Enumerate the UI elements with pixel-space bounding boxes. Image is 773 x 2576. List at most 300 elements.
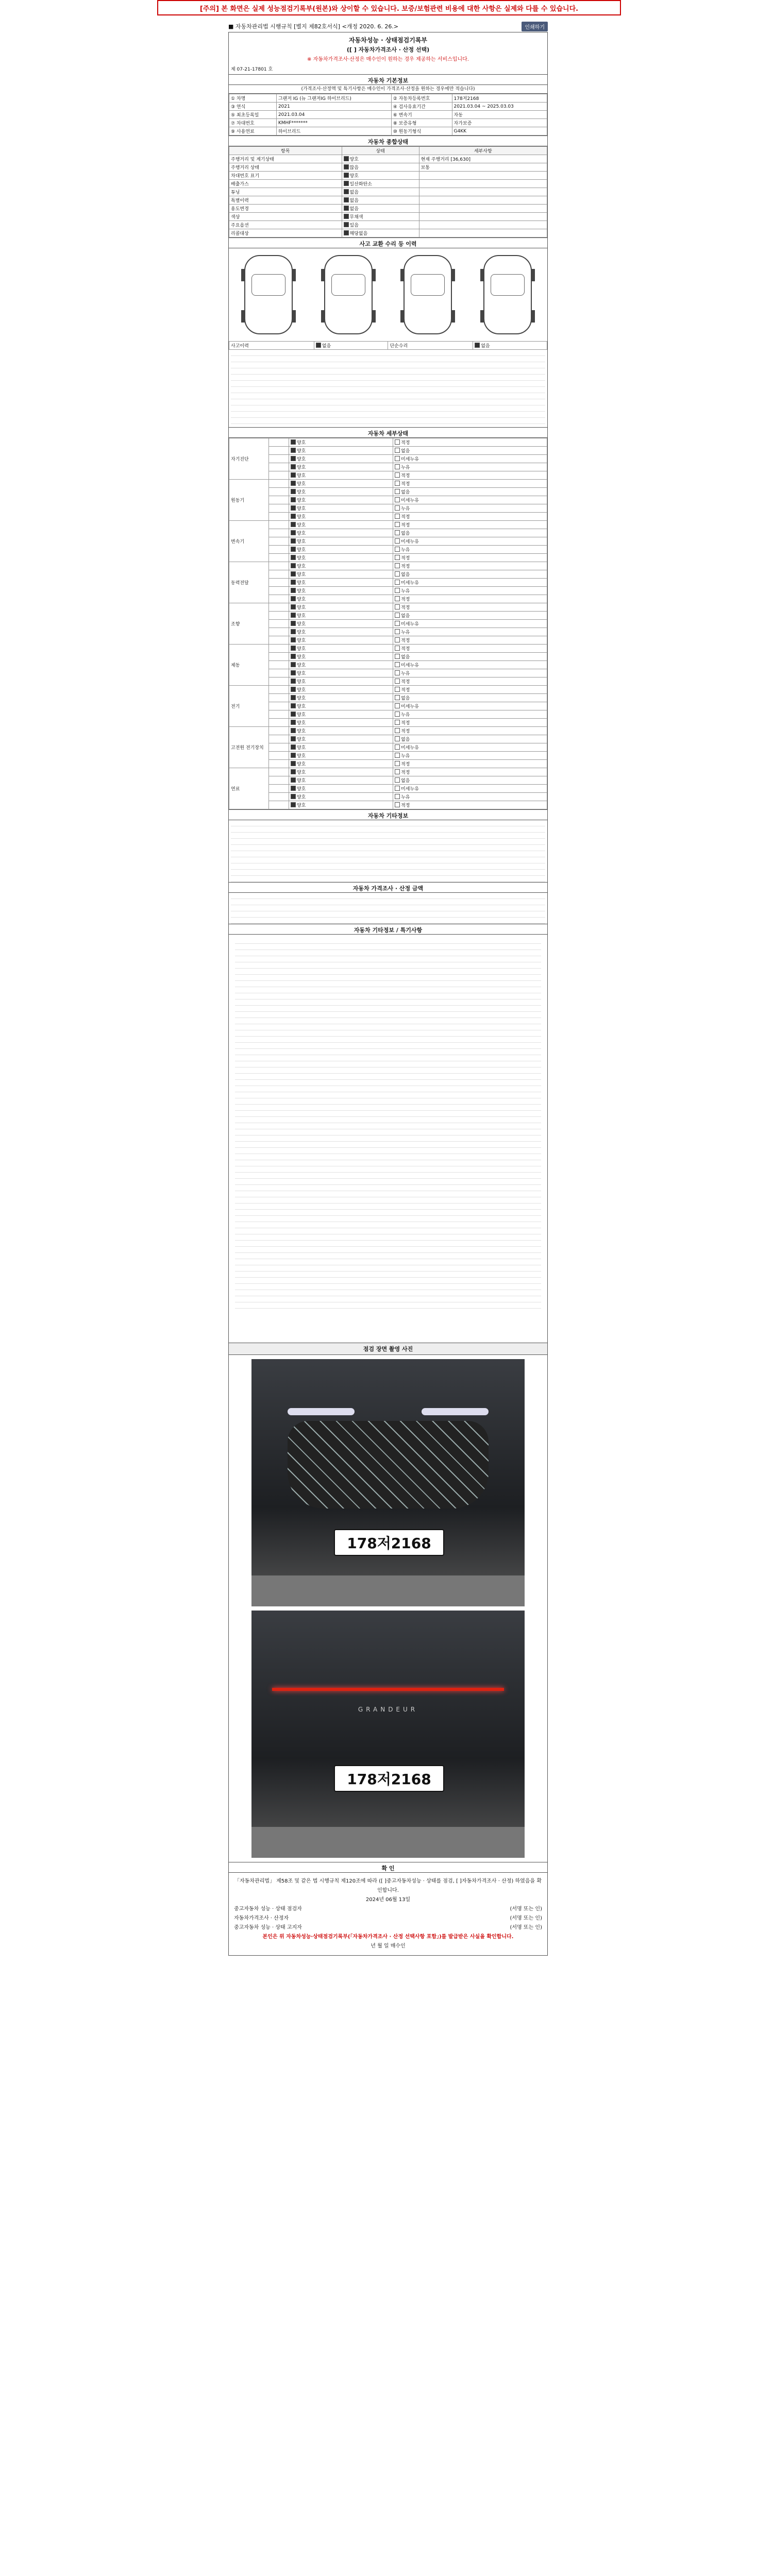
text-line [235, 944, 541, 950]
detail-state-text: 양호 [296, 638, 306, 643]
detail-state-alt-text: 적정 [401, 762, 410, 767]
rear-emblem: GRANDEUR [358, 1706, 418, 1713]
section-notes: 자동차 기타정보 / 특기사항 [229, 924, 547, 935]
text-line [235, 1037, 541, 1043]
rear-lamp-bar [272, 1688, 504, 1691]
detail-state [289, 554, 393, 562]
checkbox-unchecked [395, 687, 400, 692]
detail-state-alt-text: 적정 [401, 597, 410, 602]
status-detail [419, 172, 547, 180]
detail-state [289, 455, 393, 463]
car-outline-bottom [404, 255, 452, 334]
detail-row [229, 653, 547, 661]
detail-item [269, 595, 289, 603]
repair-label: 단순수리 [388, 342, 473, 350]
detail-state-text: 양호 [296, 688, 306, 693]
detail-row [229, 537, 547, 546]
text-line [235, 1043, 541, 1049]
floor [251, 1575, 525, 1606]
document-subtitle: ([ ] 자동차가격조사 · 산정 선택) [346, 46, 430, 53]
checkbox-unchecked [395, 547, 400, 552]
checkbox-unchecked [395, 604, 400, 609]
detail-state-alt [393, 438, 547, 447]
sign-role-3: 중고자동차 성능 · 상태 고지자 [234, 1925, 302, 1930]
detail-state-alt-text: 적정 [401, 440, 410, 446]
detail-state-text: 양호 [296, 581, 306, 586]
detail-state [289, 793, 393, 801]
detail-state [289, 612, 393, 620]
detail-row [229, 480, 547, 488]
detail-item [269, 480, 289, 488]
text-line [235, 1123, 541, 1129]
basic-label: ③ 연식 [229, 103, 277, 111]
text-line [231, 893, 545, 899]
detail-state-alt-text: 미세누유 [401, 745, 419, 751]
status-item: 리콜대상 [229, 229, 342, 238]
detail-row [229, 710, 547, 719]
checkbox-checked [291, 613, 296, 618]
detail-group: 조향 [229, 603, 269, 645]
checkbox-checked [291, 497, 296, 502]
checkbox-checked [344, 181, 349, 186]
checkbox-unchecked [395, 538, 400, 544]
detail-state-alt [393, 661, 547, 669]
text-line [235, 938, 541, 944]
notice-text: [주의] 본 화면은 실제 성능점검기록부(원본)와 상이할 수 있습니다. 보증/보험관련 비용에 대한 사항은 실제와 다를 수 있습니다. [199, 5, 579, 13]
checkbox-unchecked [395, 761, 400, 766]
detail-state [289, 727, 393, 735]
detail-item [269, 447, 289, 455]
checkbox-checked [291, 571, 296, 577]
status-row [229, 188, 547, 196]
detail-state-text: 양호 [296, 795, 306, 800]
text-line [231, 905, 545, 911]
accident-table [229, 341, 547, 350]
accident-value: 없음 [314, 342, 388, 350]
text-line [235, 1204, 541, 1210]
detail-state-alt-text: 적정 [401, 564, 410, 569]
text-line [231, 851, 545, 857]
checkbox-checked [291, 744, 296, 750]
detail-state [289, 686, 393, 694]
detail-state [289, 595, 393, 603]
status-state-text: 무채색 [349, 215, 363, 220]
checkbox-unchecked [395, 646, 400, 651]
detail-state [289, 587, 393, 595]
status-detail [419, 221, 547, 229]
detail-item [269, 554, 289, 562]
checkbox-unchecked [395, 736, 400, 741]
detail-row [229, 463, 547, 471]
checkbox-unchecked [395, 497, 400, 502]
detail-state-alt-text: 적정 [401, 515, 410, 520]
detail-state [289, 480, 393, 488]
checkbox-unchecked [395, 472, 400, 478]
detail-state-alt [393, 455, 547, 463]
section-detailed-status: 자동차 세부상태 [229, 427, 547, 438]
checkbox-checked [291, 481, 296, 486]
checkbox-unchecked [395, 588, 400, 593]
detail-state-alt-text: 미세누유 [401, 498, 419, 503]
text-line [235, 981, 541, 987]
detail-state-alt [393, 776, 547, 785]
repair-value: 없음 [473, 342, 547, 350]
text-line [235, 1290, 541, 1296]
detail-state-text: 양호 [296, 787, 306, 792]
checkbox-unchecked [395, 505, 400, 511]
sign-closing: 본인은 위 자동차성능·상태점검기록부(「자동차가격조사 · 산정 선택사항 포함」)를 발급받은 사실을 확인합니다. [262, 1934, 514, 1940]
checkbox-checked [344, 214, 349, 219]
checkbox-checked [291, 514, 296, 519]
detail-state-text: 양호 [296, 721, 306, 726]
basic-value: 하이브리드 [276, 127, 391, 135]
detail-row [229, 702, 547, 710]
detail-state [289, 669, 393, 677]
checkbox-checked [291, 679, 296, 684]
detail-item [269, 562, 289, 570]
checkbox-checked [344, 156, 349, 161]
detail-row [229, 554, 547, 562]
detail-row [229, 570, 547, 579]
checkbox-checked [291, 530, 296, 535]
detail-state-alt [393, 677, 547, 686]
detail-item [269, 661, 289, 669]
detail-group: 연료 [229, 768, 269, 809]
checkbox-checked [291, 786, 296, 791]
detail-state-alt [393, 669, 547, 677]
text-line [235, 987, 541, 993]
status-state-text: 없음 [349, 190, 359, 195]
detail-state-alt [393, 570, 547, 579]
status-item: 주행거리 상태 [229, 163, 342, 172]
section-accident-history: 사고 교환 수리 등 이력 [229, 238, 547, 248]
status-row [229, 229, 547, 238]
text-line [235, 1284, 541, 1290]
status-row [229, 221, 547, 229]
document-number: 제 07-21-17801 호 [231, 67, 273, 72]
basic-value2: 2021.03.04 ~ 2025.03.03 [452, 103, 547, 111]
checkbox-checked [291, 456, 296, 461]
text-line [235, 1166, 541, 1173]
checkbox-checked [291, 464, 296, 469]
checkbox-checked [291, 580, 296, 585]
status-row [229, 205, 547, 213]
status-state [342, 205, 419, 213]
detail-row [229, 447, 547, 455]
checkbox-unchecked [395, 571, 400, 577]
detail-row [229, 612, 547, 620]
detail-state-text: 양호 [296, 457, 306, 462]
detail-state-text: 양호 [296, 482, 306, 487]
detail-state-alt-text: 적정 [401, 482, 410, 487]
detail-state-text: 양호 [296, 515, 306, 520]
notice-banner [157, 0, 621, 15]
checkbox-unchecked [395, 555, 400, 560]
detail-item [269, 603, 289, 612]
status-row [229, 180, 547, 188]
checkbox-unchecked [395, 621, 400, 626]
overall-status-table [229, 146, 547, 238]
detail-state-alt-text: 없음 [401, 614, 410, 619]
detail-state [289, 645, 393, 653]
detail-row [229, 801, 547, 809]
section-basic-info-note: (가격조사·산정액 및 특기사항은 매수인이 가격조사·산정을 원하는 경우에만 적습니다) [229, 85, 547, 94]
text-line [235, 1234, 541, 1241]
basic-value2: 178저2168 [452, 94, 547, 103]
status-header-detail: 세부사항 [419, 147, 547, 155]
text-line [235, 1080, 541, 1086]
detail-state-alt [393, 546, 547, 554]
detail-item [269, 677, 289, 686]
detail-state-alt-text: 적정 [401, 721, 410, 726]
basic-label: ① 차명 [229, 94, 277, 103]
detail-row [229, 496, 547, 504]
checkbox-checked [291, 802, 296, 807]
checkbox-unchecked [395, 580, 400, 585]
car-outline-right [483, 255, 532, 334]
text-line [235, 1105, 541, 1111]
detail-state-alt [393, 793, 547, 801]
status-detail [419, 196, 547, 205]
detail-state-alt-text: 미세누유 [401, 581, 419, 586]
text-line [235, 969, 541, 975]
detail-state-alt-text: 없음 [401, 490, 410, 495]
detail-state-text: 양호 [296, 630, 306, 635]
detail-state-text: 양호 [296, 548, 306, 553]
inspection-document [228, 21, 548, 2535]
checkbox-unchecked [395, 456, 400, 461]
detail-item [269, 529, 289, 537]
detail-state-text: 양호 [296, 696, 306, 701]
detail-item [269, 570, 289, 579]
detail-item [269, 760, 289, 768]
detail-state-alt-text: 누유 [401, 795, 410, 800]
regulation-text: ■ 자동차관리법 시행규칙 [별지 제82호서식] <개정 2020. 6. 26.> [228, 23, 399, 30]
detail-state-text: 양호 [296, 556, 306, 561]
detail-state-alt [393, 645, 547, 653]
status-detail [419, 213, 547, 221]
detail-state-text: 양호 [296, 770, 306, 775]
detail-state [289, 579, 393, 587]
text-line [235, 1216, 541, 1222]
detail-state [289, 562, 393, 570]
detail-state [289, 710, 393, 719]
basic-value: 2021.03.04 [276, 111, 391, 119]
detail-group: 전기 [229, 686, 269, 727]
checkbox-unchecked [395, 720, 400, 725]
detail-state-text: 양호 [296, 680, 306, 685]
detail-state-alt [393, 471, 547, 480]
text-line [235, 1296, 541, 1302]
detail-state [289, 768, 393, 776]
checkbox-checked [291, 720, 296, 725]
detail-state [289, 438, 393, 447]
detail-item [269, 702, 289, 710]
status-state-text: 없음 [349, 198, 359, 204]
detail-state-text: 양호 [296, 729, 306, 734]
detail-item [269, 579, 289, 587]
basic-row [229, 119, 547, 127]
detail-row [229, 636, 547, 645]
detail-state-text: 양호 [296, 605, 306, 611]
basic-label: ⑨ 사용연료 [229, 127, 277, 135]
detail-state-alt-text: 없음 [401, 531, 410, 536]
detail-row [229, 579, 547, 587]
basic-value: 그랜저 IG (뉴 그랜저IG 하이브리드) [276, 94, 391, 103]
status-detail [419, 205, 547, 213]
detail-row [229, 620, 547, 628]
checkbox-unchecked [395, 794, 400, 799]
status-state [342, 155, 419, 163]
detail-state-text: 양호 [296, 539, 306, 545]
section-sign: 확 인 [229, 1862, 547, 1873]
detail-state [289, 488, 393, 496]
detail-row [229, 546, 547, 554]
detail-state [289, 463, 393, 471]
detail-item [269, 587, 289, 595]
checkbox-checked [291, 654, 296, 659]
detail-item [269, 628, 289, 636]
detail-item [269, 735, 289, 743]
status-row [229, 155, 547, 163]
detail-state-alt-text: 적정 [401, 523, 410, 528]
text-line [235, 1154, 541, 1160]
text-line [235, 1210, 541, 1216]
detail-item [269, 645, 289, 653]
detail-state-alt [393, 727, 547, 735]
detail-state-text: 양호 [296, 506, 306, 512]
detail-state-text: 양호 [296, 465, 306, 470]
detail-state-alt [393, 710, 547, 719]
detail-state-alt [393, 743, 547, 752]
detail-state [289, 735, 393, 743]
basic-label: ⑦ 차대번호 [229, 119, 277, 127]
basic-row [229, 103, 547, 111]
detail-item [269, 669, 289, 677]
detail-state-alt [393, 562, 547, 570]
text-line [231, 412, 545, 418]
accident-label: 사고이력 [229, 342, 314, 350]
status-state-text: 양호 [349, 157, 359, 162]
print-button[interactable]: 인쇄하기 [522, 22, 548, 31]
detail-item [269, 488, 289, 496]
detail-state-alt [393, 628, 547, 636]
text-line [231, 911, 545, 918]
text-line [231, 399, 545, 405]
status-detail [419, 229, 547, 238]
text-line [231, 362, 545, 368]
checkbox-unchecked [395, 448, 400, 453]
text-line [235, 975, 541, 981]
status-row [229, 172, 547, 180]
detail-state-alt [393, 480, 547, 488]
checkbox-unchecked [395, 481, 400, 486]
other-info-area [229, 820, 547, 882]
checkbox-checked [291, 547, 296, 552]
text-line [235, 1272, 541, 1278]
checkbox-unchecked [395, 670, 400, 675]
checkbox-checked [291, 794, 296, 799]
detail-state-text: 양호 [296, 663, 306, 668]
detail-state [289, 513, 393, 521]
front-plate: 178저2168 [334, 1529, 444, 1556]
basic-value: 2021 [276, 103, 391, 111]
detail-state-alt [393, 686, 547, 694]
sign-role-1: 중고자동차 성능 · 상태 점검자 [234, 1906, 302, 1912]
status-row [229, 196, 547, 205]
sign-date: 2024년 06월 13일 [365, 1897, 411, 1903]
detail-item [269, 546, 289, 554]
detail-state-text: 양호 [296, 589, 306, 594]
detail-state-alt-text: 누유 [401, 671, 410, 676]
detail-item [269, 612, 289, 620]
detail-item [269, 752, 289, 760]
sign-role-2: 자동차가격조사 · 산정자 [234, 1916, 289, 1921]
checkbox-checked [291, 472, 296, 478]
detail-item [269, 471, 289, 480]
text-line [235, 1185, 541, 1191]
status-header-item: 항목 [229, 147, 342, 155]
section-other-info: 자동차 기타정보 [229, 809, 547, 820]
detail-state-alt-text: 없음 [401, 778, 410, 784]
checkbox-unchecked [395, 703, 400, 708]
detail-row [229, 587, 547, 595]
detail-row [229, 488, 547, 496]
detail-item [269, 455, 289, 463]
detail-state-alt [393, 554, 547, 562]
car-outline-left [244, 255, 293, 334]
text-line [235, 1006, 541, 1012]
detail-state [289, 719, 393, 727]
detail-state-alt [393, 603, 547, 612]
checkbox-checked [291, 555, 296, 560]
detail-row [229, 743, 547, 752]
status-detail: 현재 주행거리 [36,630] [419, 155, 547, 163]
status-state [342, 163, 419, 172]
detail-state-alt-text: 미세누유 [401, 704, 419, 709]
document-frame [228, 32, 548, 1956]
detail-state-alt [393, 752, 547, 760]
regulation-line [228, 21, 548, 32]
detail-row [229, 694, 547, 702]
detail-state-alt-text: 미세누유 [401, 457, 419, 462]
detail-state-alt [393, 620, 547, 628]
detail-state-text: 양호 [296, 745, 306, 751]
sign-field-2: (서명 또는 인) [510, 1916, 542, 1921]
detail-state-alt [393, 488, 547, 496]
detail-state-text: 양호 [296, 490, 306, 495]
basic-value2: G4KK [452, 127, 547, 135]
detail-state-alt-text: 적정 [401, 688, 410, 693]
checkbox-unchecked [395, 637, 400, 642]
detail-state [289, 603, 393, 612]
detail-state-alt-text: 적정 [401, 556, 410, 561]
detail-state-alt-text: 적정 [401, 729, 410, 734]
text-line [235, 1191, 541, 1197]
status-item: 튜닝 [229, 188, 342, 196]
checkbox-checked [291, 761, 296, 766]
detail-item [269, 727, 289, 735]
text-line [235, 1241, 541, 1247]
checkbox-checked [291, 728, 296, 733]
text-line [235, 1253, 541, 1259]
detail-item [269, 768, 289, 776]
text-line [231, 405, 545, 412]
detail-state [289, 471, 393, 480]
detail-item [269, 438, 289, 447]
checkbox-checked [344, 197, 349, 202]
text-line [235, 1098, 541, 1105]
